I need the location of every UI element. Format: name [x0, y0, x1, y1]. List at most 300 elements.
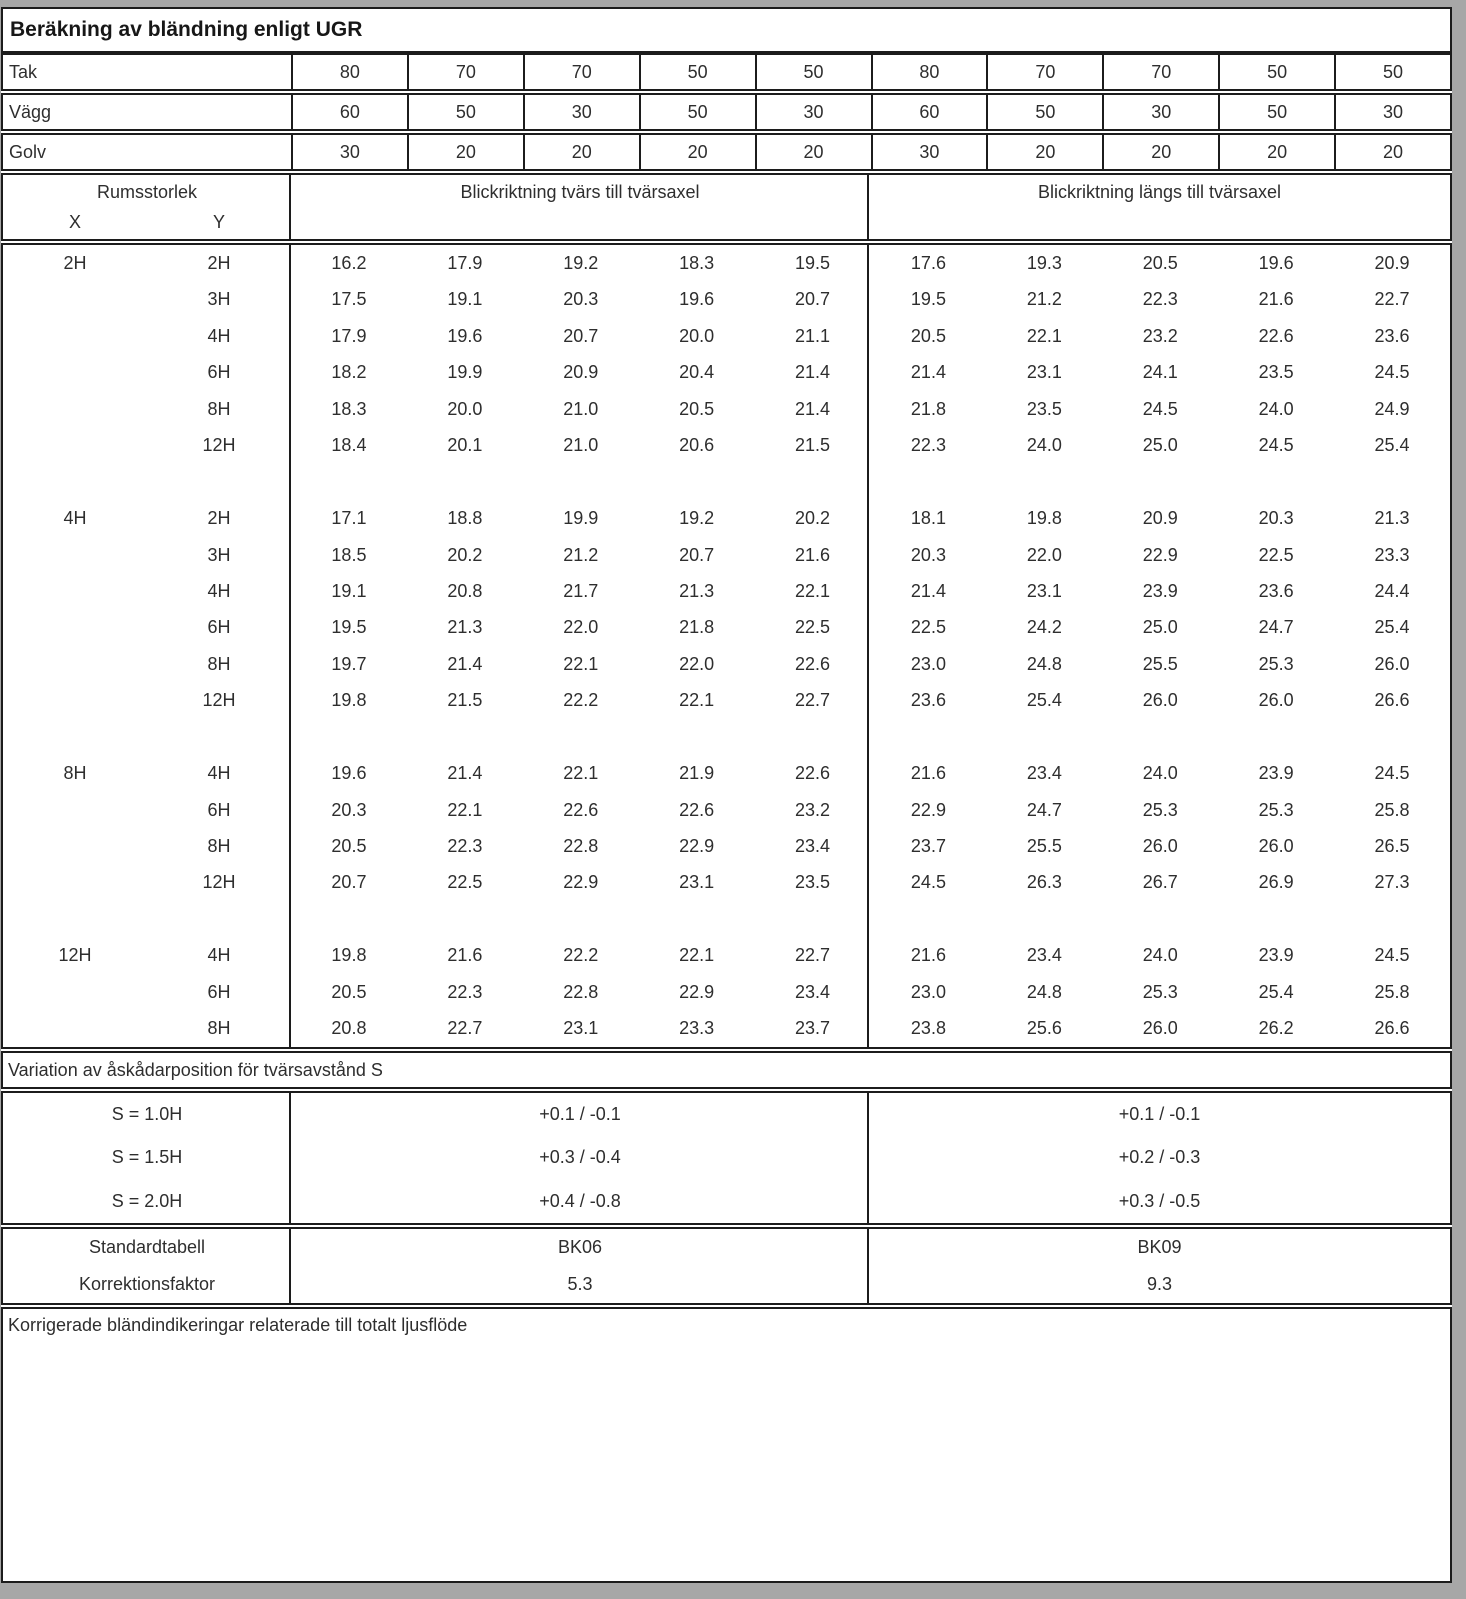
ugr-value-across: 23.4 — [795, 981, 831, 1002]
ugr-value-along: 21.3 — [1374, 508, 1410, 529]
ugr-value-across: 18.3 — [679, 253, 715, 273]
y-column-header: Y — [212, 212, 225, 232]
ugr-value-along: 22.1 — [1026, 325, 1062, 346]
divider — [289, 1229, 291, 1303]
reflectance-value: 70 — [407, 55, 523, 89]
reflectance-value: 60 — [871, 95, 987, 129]
ugr-value-along: 25.4 — [1026, 690, 1062, 711]
s-distance-label: S = 1.5H — [111, 1147, 183, 1168]
ugr-value-across: 20.4 — [679, 362, 715, 383]
ugr-value-along: 23.5 — [1258, 362, 1294, 383]
ugr-value-across: 19.5 — [795, 253, 831, 273]
ugr-value-along: 24.0 — [1258, 398, 1294, 419]
room-y-label: 6H — [207, 362, 231, 383]
footer-note: Korrigerade bländindikeringar relaterade till totalt ljusflöde — [8, 1315, 468, 1335]
room-x-label — [3, 318, 147, 354]
reflectance-value: 70 — [523, 55, 639, 89]
ugr-value-along: 25.4 — [1374, 435, 1410, 456]
ugr-value-along: 24.1 — [1142, 362, 1178, 383]
ugr-value-across: 20.1 — [447, 435, 483, 456]
ugr-value-across: 22.6 — [795, 763, 831, 784]
standard-row-label: Korrektionsfaktor — [78, 1274, 216, 1294]
ugr-value-along: 22.6 — [1258, 325, 1294, 346]
ugr-value-across: 17.9 — [331, 325, 367, 346]
ugr-value-along: 26.2 — [1258, 1018, 1294, 1039]
room-x-label: 12H — [58, 945, 92, 966]
ugr-value-across: 21.4 — [447, 653, 483, 674]
ugr-value-across: 22.0 — [679, 653, 715, 674]
page-title: Beräkning av bländning enligt UGR — [10, 18, 363, 41]
ugr-value-along: 23.9 — [1142, 580, 1178, 601]
reflectance-value: 30 — [755, 95, 871, 129]
ugr-value-along: 20.9 — [1374, 253, 1410, 273]
divider — [289, 245, 291, 1047]
reflectance-value: 50 — [1334, 55, 1450, 89]
ugr-value-across: 20.5 — [331, 981, 367, 1002]
ugr-value-across: 20.7 — [563, 325, 599, 346]
ugr-value-across: 22.6 — [679, 799, 715, 820]
ugr-value-along: 20.3 — [1258, 508, 1294, 529]
ugr-value-across: 22.3 — [447, 981, 483, 1002]
ugr-value-across: 21.4 — [447, 763, 483, 784]
ugr-value-along: 26.7 — [1142, 872, 1178, 893]
ugr-value-along: 19.5 — [910, 289, 946, 310]
ugr-value-along: 26.6 — [1374, 690, 1410, 711]
ugr-value-along: 24.9 — [1374, 398, 1410, 419]
ugr-value-across: 20.8 — [331, 1018, 367, 1039]
ugr-value-across: 23.3 — [679, 1018, 715, 1039]
ugr-value-across: 20.7 — [679, 544, 715, 565]
room-x-label — [3, 609, 147, 645]
ugr-value-across: 23.1 — [679, 872, 715, 893]
reflectance-value: 50 — [986, 95, 1102, 129]
ugr-value-across: 21.1 — [795, 325, 831, 346]
ugr-value-along: 25.4 — [1374, 617, 1410, 638]
ugr-value-across: 21.6 — [795, 544, 831, 565]
ugr-value-along: 24.0 — [1142, 945, 1178, 966]
ugr-table-sheet — [1, 7, 1452, 1583]
ugr-value-across: 17.1 — [331, 508, 367, 529]
room-y-label: 12H — [202, 872, 236, 893]
reflectance-label: Tak — [9, 61, 38, 82]
ugr-value-along: 21.4 — [910, 362, 946, 383]
ugr-value-across: 21.2 — [563, 544, 599, 565]
ugr-value-across: 19.7 — [331, 653, 367, 674]
ugr-value-along: 26.0 — [1258, 690, 1294, 711]
ugr-value-along: 25.3 — [1258, 653, 1294, 674]
room-x-label — [3, 391, 147, 427]
ugr-value-across: 22.3 — [447, 836, 483, 856]
reflectance-value: 30 — [1334, 95, 1450, 129]
room-x-label — [3, 573, 147, 609]
divider — [867, 175, 869, 239]
room-x-label — [3, 427, 147, 463]
ugr-value-along: 17.6 — [910, 253, 946, 273]
reflectance-value: 80 — [871, 55, 987, 89]
ugr-value-along: 23.1 — [1026, 362, 1062, 383]
ugr-value-along: 25.3 — [1142, 981, 1178, 1002]
ugr-value-along: 24.4 — [1374, 580, 1410, 601]
ugr-value-along: 23.4 — [1026, 945, 1062, 966]
ugr-value-across: 22.5 — [447, 872, 483, 893]
ugr-value-along: 23.0 — [910, 981, 946, 1002]
room-y-label: 4H — [207, 945, 231, 966]
ugr-value-along: 23.9 — [1258, 945, 1294, 966]
ugr-value-across: 18.2 — [331, 362, 367, 383]
reflectance-value: 20 — [407, 135, 523, 169]
ugr-value-across: 23.4 — [795, 836, 831, 856]
s-variation-along: +0.1 / -0.1 — [1118, 1104, 1201, 1125]
ugr-value-along: 23.6 — [910, 690, 946, 711]
ugr-value-along: 20.5 — [910, 325, 946, 346]
divider — [867, 1229, 869, 1303]
s-variation-across: +0.4 / -0.8 — [539, 1190, 621, 1211]
ugr-value-across: 22.1 — [795, 580, 831, 601]
room-x-label — [3, 1010, 147, 1046]
reflectance-value: 80 — [291, 55, 407, 89]
reflectance-label: Golv — [9, 141, 47, 162]
room-x-label: 2H — [63, 253, 87, 273]
ugr-value-across: 22.9 — [679, 836, 715, 856]
ugr-value-along: 21.6 — [910, 763, 946, 784]
ugr-value-along: 22.9 — [1142, 544, 1178, 565]
ugr-value-along: 24.5 — [1374, 362, 1410, 383]
ugr-value-along: 27.3 — [1374, 872, 1410, 893]
reflectance-row — [1, 93, 1452, 131]
ugr-value-along: 26.0 — [1258, 836, 1294, 856]
divider — [867, 1093, 869, 1223]
ugr-value-across: 23.5 — [795, 872, 831, 893]
ugr-value-across: 21.4 — [795, 362, 831, 383]
room-x-label — [3, 974, 147, 1010]
ugr-value-across: 19.6 — [331, 763, 367, 784]
ugr-value-across: 20.2 — [795, 508, 831, 529]
ugr-value-across: 19.9 — [563, 508, 599, 529]
ugr-value-along: 23.6 — [1374, 325, 1410, 346]
ugr-value-across: 22.6 — [795, 653, 831, 674]
room-x-label — [3, 864, 147, 900]
ugr-value-along: 24.5 — [1142, 398, 1178, 419]
ugr-value-along: 18.1 — [910, 508, 946, 529]
ugr-value-along: 24.8 — [1026, 981, 1062, 1002]
ugr-value-across: 19.2 — [679, 508, 715, 529]
x-column-header: X — [68, 212, 81, 232]
ugr-value-along: 24.2 — [1026, 617, 1062, 638]
reflectance-value: 50 — [639, 95, 755, 129]
ugr-value-across: 22.1 — [447, 799, 483, 820]
ugr-value-across: 17.9 — [447, 253, 483, 273]
standard-value-along: BK09 — [1137, 1237, 1182, 1257]
ugr-value-across: 18.5 — [331, 544, 367, 565]
ugr-value-across: 18.4 — [331, 435, 367, 456]
reflectance-value: 20 — [1334, 135, 1450, 169]
divider — [867, 245, 869, 1047]
ugr-value-across: 23.7 — [795, 1018, 831, 1039]
reflectance-value: 20 — [639, 135, 755, 169]
ugr-value-across: 22.2 — [563, 690, 599, 711]
ugr-value-across: 19.2 — [563, 253, 599, 273]
view-direction-along-header: Blickriktning längs till tvärsaxel — [1037, 182, 1282, 202]
ugr-value-across: 20.0 — [447, 398, 483, 419]
reflectance-label: Vägg — [9, 101, 52, 122]
ugr-value-across: 20.8 — [447, 580, 483, 601]
ugr-value-along: 21.6 — [1258, 289, 1294, 310]
ugr-value-along: 24.0 — [1142, 763, 1178, 784]
ugr-value-across: 22.6 — [563, 799, 599, 820]
ugr-value-along: 22.9 — [910, 799, 946, 820]
ugr-value-across: 17.5 — [331, 289, 367, 310]
ugr-value-across: 22.1 — [679, 690, 715, 711]
room-x-label — [3, 281, 147, 317]
ugr-value-across: 18.8 — [447, 508, 483, 529]
ugr-value-along: 26.0 — [1142, 1018, 1178, 1039]
room-y-label: 6H — [207, 799, 231, 820]
ugr-value-across: 20.5 — [679, 398, 715, 419]
ugr-value-along: 22.7 — [1374, 289, 1410, 310]
ugr-value-along: 25.5 — [1026, 836, 1062, 856]
variation-title-row — [1, 1051, 1452, 1089]
report-title-row — [1, 7, 1452, 53]
ugr-value-across: 21.9 — [679, 763, 715, 784]
ugr-value-along: 26.0 — [1142, 836, 1178, 856]
room-size-header: Rumsstorlek — [96, 182, 198, 202]
reflectance-value: 20 — [523, 135, 639, 169]
s-variation-along: +0.3 / -0.5 — [1118, 1190, 1201, 1211]
observer-variation-table — [1, 1091, 1452, 1225]
ugr-value-across: 19.9 — [447, 362, 483, 383]
room-y-label: 3H — [207, 289, 231, 310]
ugr-value-along: 22.5 — [1258, 544, 1294, 565]
reflectance-value: 50 — [407, 95, 523, 129]
room-x-label — [3, 792, 147, 828]
ugr-value-across: 22.8 — [563, 981, 599, 1002]
ugr-value-across: 20.3 — [563, 289, 599, 310]
ugr-value-across: 22.7 — [795, 690, 831, 711]
ugr-value-along: 23.6 — [1258, 580, 1294, 601]
ugr-value-along: 22.3 — [1142, 289, 1178, 310]
ugr-value-along: 23.9 — [1258, 763, 1294, 784]
room-y-label: 6H — [207, 981, 231, 1002]
ugr-value-across: 20.7 — [331, 872, 367, 893]
ugr-value-across: 21.5 — [795, 435, 831, 456]
ugr-value-across: 21.6 — [447, 945, 483, 966]
ugr-value-along: 22.3 — [910, 435, 946, 456]
group-spacer — [3, 901, 1450, 937]
ugr-value-across: 22.9 — [563, 872, 599, 893]
ugr-value-across: 19.1 — [331, 580, 367, 601]
view-direction-across-header: Blickriktning tvärs till tvärsaxel — [460, 182, 700, 202]
reflectance-value: 20 — [1218, 135, 1334, 169]
ugr-value-along: 21.2 — [1026, 289, 1062, 310]
ugr-value-across: 22.1 — [563, 763, 599, 784]
ugr-value-along: 23.7 — [910, 836, 946, 856]
room-x-label — [3, 354, 147, 390]
reflectance-value: 70 — [1102, 55, 1218, 89]
ugr-value-along: 25.8 — [1374, 981, 1410, 1002]
ugr-value-along: 23.4 — [1026, 763, 1062, 784]
ugr-value-along: 26.0 — [1142, 690, 1178, 711]
ugr-value-across: 22.7 — [795, 945, 831, 966]
reflectance-value: 30 — [523, 95, 639, 129]
ugr-value-along: 24.5 — [1258, 435, 1294, 456]
divider — [289, 175, 291, 239]
reflectance-value: 20 — [1102, 135, 1218, 169]
room-x-label — [3, 646, 147, 682]
ugr-value-along: 24.7 — [1258, 617, 1294, 638]
ugr-value-along: 20.3 — [910, 544, 946, 565]
room-y-label: 8H — [207, 836, 231, 856]
reflectance-value: 20 — [755, 135, 871, 169]
variation-title: Variation av åskådarposition för tvärsavstånd S — [8, 1059, 383, 1080]
ugr-value-across: 21.0 — [563, 398, 599, 419]
reflectance-value: 70 — [986, 55, 1102, 89]
ugr-value-across: 22.9 — [679, 981, 715, 1002]
room-y-label: 2H — [207, 253, 231, 273]
ugr-value-across: 18.3 — [331, 398, 367, 419]
ugr-value-along: 24.5 — [910, 872, 946, 893]
ugr-value-across: 21.8 — [679, 617, 715, 638]
reflectance-value: 50 — [1218, 95, 1334, 129]
ugr-value-across: 23.1 — [563, 1018, 599, 1039]
ugr-value-across: 22.5 — [795, 617, 831, 638]
ugr-value-across: 20.5 — [331, 836, 367, 856]
ugr-value-along: 26.6 — [1374, 1018, 1410, 1039]
ugr-value-along: 25.3 — [1142, 799, 1178, 820]
ugr-value-along: 25.8 — [1374, 799, 1410, 820]
ugr-value-along: 23.0 — [910, 653, 946, 674]
ugr-value-along: 23.3 — [1374, 544, 1410, 565]
s-variation-across: +0.3 / -0.4 — [539, 1147, 621, 1168]
s-distance-label: S = 1.0H — [111, 1104, 183, 1125]
room-y-label: 8H — [207, 398, 231, 419]
ugr-value-across: 19.8 — [331, 945, 367, 966]
ugr-value-along: 20.9 — [1142, 508, 1178, 529]
s-variation-across: +0.1 / -0.1 — [539, 1104, 621, 1125]
s-variation-along: +0.2 / -0.3 — [1118, 1147, 1201, 1168]
ugr-value-along: 23.5 — [1026, 398, 1062, 419]
ugr-value-along: 21.4 — [910, 580, 946, 601]
reflectance-value: 60 — [291, 95, 407, 129]
standard-table-section — [1, 1227, 1452, 1305]
ugr-value-across: 20.9 — [563, 362, 599, 383]
ugr-value-along: 23.1 — [1026, 580, 1062, 601]
ugr-value-across: 19.8 — [331, 690, 367, 711]
ugr-value-across: 21.3 — [447, 617, 483, 638]
ugr-value-along: 19.3 — [1026, 253, 1062, 273]
ugr-value-along: 21.6 — [910, 945, 946, 966]
ugr-value-along: 22.5 — [910, 617, 946, 638]
ugr-value-along: 25.4 — [1258, 981, 1294, 1002]
ugr-value-along: 21.8 — [910, 398, 946, 419]
reflectance-value: 50 — [1218, 55, 1334, 89]
ugr-value-along: 25.5 — [1142, 653, 1178, 674]
reflectance-row — [1, 133, 1452, 171]
room-y-label: 8H — [207, 1018, 231, 1039]
ugr-value-across: 21.7 — [563, 580, 599, 601]
group-spacer — [3, 464, 1450, 500]
reflectance-value: 30 — [1102, 95, 1218, 129]
ugr-value-across: 22.7 — [447, 1018, 483, 1039]
ugr-value-across: 20.2 — [447, 544, 483, 565]
room-y-label: 12H — [202, 690, 236, 711]
ugr-value-along: 19.8 — [1026, 508, 1062, 529]
standard-value-across: 5.3 — [567, 1274, 593, 1294]
room-y-label: 2H — [207, 508, 231, 529]
ugr-value-across: 19.6 — [679, 289, 715, 310]
ugr-value-along: 24.5 — [1374, 945, 1410, 966]
room-y-label: 12H — [202, 435, 236, 456]
standard-value-across: BK06 — [557, 1237, 603, 1257]
ugr-value-along: 24.8 — [1026, 653, 1062, 674]
ugr-value-across: 19.1 — [447, 289, 483, 310]
room-y-label: 6H — [207, 617, 231, 638]
room-y-label: 3H — [207, 544, 231, 565]
ugr-value-across: 20.7 — [795, 289, 831, 310]
standard-row-label: Standardtabell — [88, 1237, 206, 1257]
ugr-value-across: 19.6 — [447, 325, 483, 346]
room-x-label — [3, 828, 147, 864]
ugr-value-along: 25.0 — [1142, 435, 1178, 456]
ugr-value-across: 21.5 — [447, 690, 483, 711]
room-x-label: 8H — [63, 763, 87, 784]
ugr-value-across: 21.4 — [795, 398, 831, 419]
ugr-value-along: 25.0 — [1142, 617, 1178, 638]
ugr-value-along: 26.0 — [1374, 653, 1410, 674]
ugr-value-along: 19.6 — [1258, 253, 1294, 273]
ugr-value-across: 21.0 — [563, 435, 599, 456]
ugr-value-across: 22.1 — [679, 945, 715, 966]
table-header-row — [1, 173, 1452, 241]
ugr-values-table — [1, 243, 1452, 1049]
ugr-value-across: 22.8 — [563, 836, 599, 856]
ugr-value-along: 25.6 — [1026, 1018, 1062, 1039]
reflectance-row — [1, 53, 1452, 91]
ugr-value-along: 26.5 — [1374, 836, 1410, 856]
ugr-value-along: 26.9 — [1258, 872, 1294, 893]
ugr-value-along: 20.5 — [1142, 253, 1178, 273]
room-x-label: 4H — [63, 508, 87, 529]
ugr-value-across: 22.0 — [563, 617, 599, 638]
ugr-value-across: 20.6 — [679, 435, 715, 456]
ugr-value-across: 19.5 — [331, 617, 367, 638]
ugr-value-across: 20.3 — [331, 799, 367, 820]
ugr-value-along: 23.2 — [1142, 325, 1178, 346]
group-spacer — [3, 719, 1450, 755]
reflectance-value: 30 — [291, 135, 407, 169]
ugr-value-along: 22.0 — [1026, 544, 1062, 565]
ugr-value-along: 24.5 — [1374, 763, 1410, 784]
standard-value-along: 9.3 — [1146, 1274, 1173, 1294]
room-y-label: 4H — [207, 763, 231, 784]
ugr-value-across: 23.2 — [795, 799, 831, 820]
reflectance-value: 20 — [986, 135, 1102, 169]
ugr-value-across: 16.2 — [331, 253, 367, 273]
divider — [289, 1093, 291, 1223]
ugr-value-across: 22.1 — [563, 653, 599, 674]
ugr-value-across: 22.2 — [563, 945, 599, 966]
ugr-value-along: 25.3 — [1258, 799, 1294, 820]
room-x-label — [3, 537, 147, 573]
reflectance-value: 50 — [755, 55, 871, 89]
ugr-value-across: 20.0 — [679, 325, 715, 346]
footer-note-row — [1, 1307, 1452, 1583]
room-y-label: 4H — [207, 325, 231, 346]
room-x-label — [3, 682, 147, 718]
reflectance-value: 30 — [871, 135, 987, 169]
ugr-value-along: 24.7 — [1026, 799, 1062, 820]
ugr-value-across: 21.3 — [679, 580, 715, 601]
room-y-label: 8H — [207, 653, 231, 674]
